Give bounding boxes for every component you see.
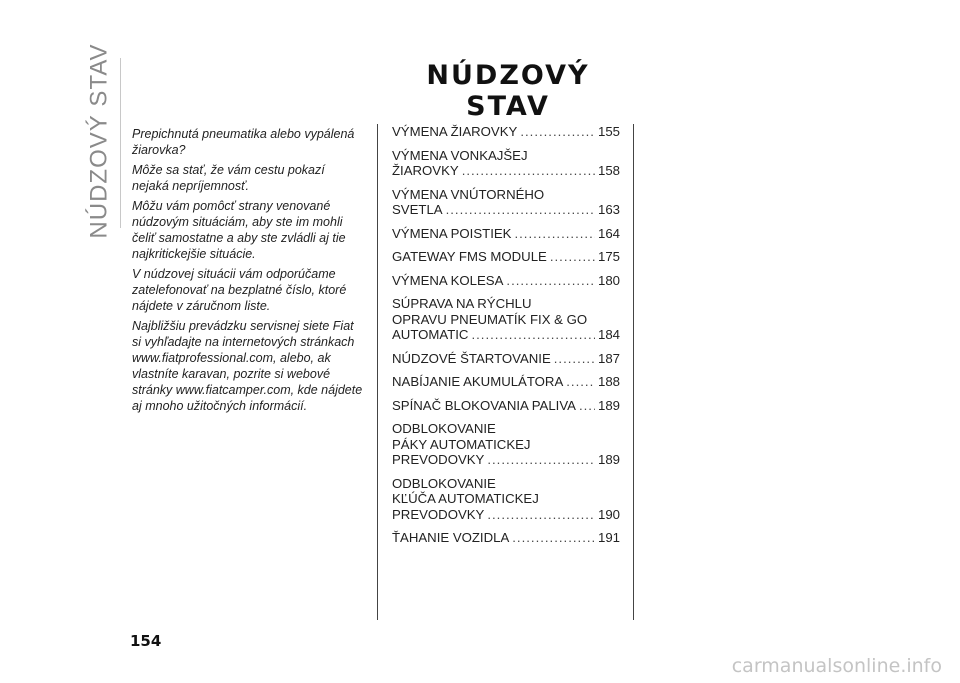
toc-page-number: 188 (597, 374, 620, 389)
toc-entry-title: PÁKY AUTOMATICKEJ (392, 436, 531, 452)
side-tab-rule (120, 58, 121, 228)
toc-leader-dots (487, 507, 595, 523)
toc-entry[interactable] (392, 124, 620, 140)
toc-entry[interactable] (392, 249, 620, 265)
toc-leader-dots (471, 327, 595, 343)
toc-entry-title: VÝMENA VNÚTORNÉHO (392, 186, 545, 202)
toc-entry-title: KĽÚČA AUTOMATICKEJ (392, 491, 539, 506)
toc-entry-title: SPÍNAČ BLOKOVANIA PALIVA (392, 397, 576, 413)
toc-leader-dots (550, 249, 595, 265)
toc-entry-title: AUTOMATIC (392, 327, 469, 342)
toc-page-number: 191 (597, 530, 620, 545)
toc-entry-title: SÚPRAVA NA RÝCHLU (392, 296, 532, 311)
toc-entry-title: ODBLOKOVANIE (392, 421, 496, 436)
toc-leader-dots (520, 124, 595, 140)
toc-page-number: 158 (597, 163, 620, 178)
toc-page-number: 189 (597, 452, 620, 467)
toc-entry-title: VÝMENA POISTIEK (392, 225, 512, 241)
toc-entry-title: VÝMENA VONKAJŠEJ (392, 147, 528, 163)
toc-leader-dots (514, 226, 595, 242)
column-divider-right (633, 124, 634, 620)
toc-leader-dots (487, 452, 595, 468)
toc-entry-title: NÚDZOVÉ ŠTARTOVANIE (392, 350, 551, 366)
toc-page-number: 180 (597, 272, 620, 288)
toc-leader-dots (579, 398, 595, 414)
intro-paragraph: Prepichnutá pneumatika alebo vypálená žiarovka? (132, 127, 355, 157)
toc-entry-title: NABÍJANIE AKUMULÁTORA (392, 374, 564, 389)
toc-entry[interactable] (392, 296, 620, 343)
intro-paragraph: V núdzovej situácii vám odporúčame zatelefonovať na bezplatné číslo, ktoré nájdete v záručnom liste. (132, 267, 347, 313)
intro-paragraph: Najbližšiu prevádzku servisnej siete Fiat si vyhľadajte na internetových stránkach www.fiatprofessional.com, alebo, ak vlastníte karavan, pozrite si webové stránky www.fiatcamper.com, kde nájdete aj mnoho užitočných informácií. (132, 319, 363, 413)
toc-page-number: 187 (597, 350, 620, 366)
toc-entry[interactable] (392, 226, 620, 242)
toc-leader-dots (566, 374, 595, 390)
intro-text (132, 126, 364, 418)
toc-entry[interactable] (392, 351, 620, 367)
column-divider-left (377, 124, 378, 620)
toc-entry-title: ŽIAROVKY (392, 163, 459, 178)
toc-entry[interactable] (392, 374, 620, 390)
section-side-tab-label: NÚDZOVÝ STAV (86, 43, 114, 239)
toc-entry-title: PREVODOVKY (392, 506, 485, 522)
toc-leader-dots (462, 163, 595, 179)
toc-page-number: 189 (597, 397, 620, 413)
toc-entry-title: VÝMENA KOLESA (392, 272, 504, 288)
toc-entry-title: ŤAHANIE VOZIDLA (392, 530, 510, 545)
toc-page-number: 163 (597, 202, 620, 217)
toc-page-number: 175 (597, 249, 620, 264)
toc-leader-dots (512, 530, 595, 546)
table-of-contents (392, 124, 620, 554)
toc-entry[interactable] (392, 273, 620, 289)
toc-entry-title: PREVODOVKY (392, 452, 485, 467)
toc-page-number: 184 (597, 327, 620, 342)
toc-entry-title: GATEWAY FMS MODULE (392, 249, 547, 264)
intro-paragraph: Môžu vám pomôcť strany venované núdzovým situáciám, aby ste im mohli čeliť samostatne a aby ste zvládli aj tie najkritickejšie situácie. (132, 199, 346, 261)
toc-entry[interactable] (392, 421, 620, 468)
toc-leader-dots (446, 202, 595, 218)
toc-page-number: 190 (597, 506, 620, 522)
toc-leader-dots (554, 351, 595, 367)
toc-entry-title: OPRAVU PNEUMATÍK FIX & GO (392, 311, 588, 327)
toc-entry[interactable] (392, 148, 620, 179)
toc-page-number: 155 (597, 124, 620, 139)
toc-entry-title: ODBLOKOVANIE (392, 475, 496, 491)
intro-paragraph: Môže sa stať, že vám cestu pokazí nejaká nepríjemnosť. (132, 163, 325, 193)
toc-entry[interactable] (392, 476, 620, 523)
site-watermark: carmanualsonline.info (731, 655, 942, 677)
toc-entry[interactable] (392, 187, 620, 218)
page-title: NÚDZOVÝ STAV (426, 60, 590, 122)
toc-entry-title: VÝMENA ŽIAROVKY (392, 124, 518, 139)
section-side-tab (84, 43, 116, 239)
toc-leader-dots (506, 273, 595, 289)
toc-entry[interactable] (392, 398, 620, 414)
toc-entry[interactable] (392, 530, 620, 546)
toc-entry-title: SVETLA (392, 202, 443, 217)
page-number: 154 (130, 632, 162, 650)
toc-page-number: 164 (597, 225, 620, 241)
